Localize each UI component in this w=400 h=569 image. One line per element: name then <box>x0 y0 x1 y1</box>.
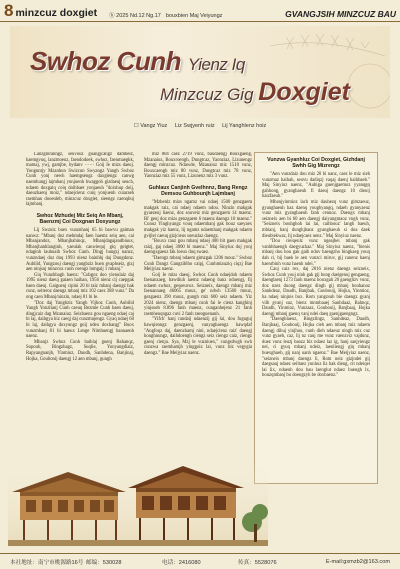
paragraph: Giq Vunzhbagh haenz: "Cubgoz doo yienulaiz daj 1995 nienz daeuj gaiaen haihan, 1956 nienz cij caepgak baen daeuj. Gaiguenj cipini 20 bi taiz mbanj daengz hak cunz, seiteroz daengz mbanj miz 102 caez 388 vunz." Da ong caen Mbanj/ninzin, ndaej 81 bi Ie. <box>26 272 134 301</box>
editor-label: bouxbien Maj Veiyungz <box>165 13 223 19</box>
section-heading: Guhlaux Canjinh Gvelhnnz, Bang Rengz Demsou Guhbounjh Lajmbanj <box>148 184 248 197</box>
newspaper-title: GVANGJSIH MINZCUZ BAU <box>285 9 396 19</box>
paragraph: "Doz daj Yangbziz Yangh Vijhoz Cunh, Aubilid Yangh Yonzlianj Cunh caeuq Bezmie Cunh baen daeuj, dingjcaiz dag Mzanaiuz. Seizbaenz gou ngaeng ndaej caj bi laj, daihgya hiz caeqj daj cunzmujengz. Gyaq ndaej 60 bi laj, daihgya doxyungz goij ndeu doxbangj" Buox vunzmbanj 81 bi haeux Lenge Nimhuengj bannaenh naenz. <box>26 300 134 340</box>
paragraph: "Dou cieiqenlz vunz ngeajbei mbanj gak vanhbhaengh daegyuzhaz." Maj Sinyiuz naenz, "bienis mbanj dou hou gak gaih nduv haengzho bingkaeg youq dah ci, bij baek le aen vunzci miruv, gij canenz haenj haenrbinh vunz haenh ndei." <box>262 239 370 267</box>
section-heading: Swhoz Mzhudej Miz Seiq An Mbanj, Baenzmj Coi Doxgnan Doxyungz <box>36 212 124 225</box>
footer-address: 本社地址：南宁市桃源路16号 <box>10 559 84 566</box>
paragraph: Lanzginranngz, seuvouz guangjcangz dambeiz, haemgvuq, lanzmoeuz, faendodoek, swhoz, faenmaegkk, mamaj, ywj, gamjbe, bydanv ······ Goij Ie mizs daeuj. Yonguntjy Mzanhun Swizcun Swyangz Yangh Swhoz Cunh yonj newh haemgsengz daxgiengz canwg naemhungj lajmbanj yonjuenh hwaggoh gizdaeuj seuch, ndaem doxgaiq coiq doihbaet yonjaeuh "doixhup doij, daeuzhaenj moiz," ndaejcienz cuiq yonjuenh cuiaraeh raemhan dooeuleb, minzcuz doxgiet, sieengz caenqbuj lajmbanj. <box>26 152 134 208</box>
article-column-2 <box>144 152 252 458</box>
paragraph: miz 804 caez 2719 vunz, baudaengj Bouxgaeng, Mzanaioz, Bouxroengh, Dungtcaz, Yaonziaz, Lizunengz daengj minzcuz. Ndawde, Mzanaioz miz 1510 vunz, Bouxcaengh miz 80 vunz, Dungtcaz miz 78 vunz, Yaonziaz miz 55 vunz, Lizunenz miz 3 vunz. <box>144 152 252 180</box>
footer-fax: 传真：5528076 <box>238 559 277 566</box>
newspaper-brand: minzcuz doxgiet <box>15 7 98 19</box>
headline-line2: Minzcuz Gig Doxgiet <box>160 78 350 106</box>
page-footer <box>0 553 400 569</box>
byline: Liz Swjyenh ruiz <box>174 123 215 129</box>
footer-email: E-mail:gxmzb2@163.com <box>325 558 390 565</box>
article-column-3 <box>262 152 370 488</box>
author-bylines <box>0 123 400 129</box>
stilt-house-illustration <box>8 462 268 546</box>
paragraph: Goij Ie mizs daeuj, Swhoz Cunh ndaejdoh ndaem faenanzaeg, bawdiuh laemz ndaeng banz nduengj, fij ndaem swhoz, geqseuvoz. Seizneix, daengz mbanj miz faenannaeg 46065 mouz, ge' ndwh 13560 mouz, gezgaenz 390 mouz, gungh miz 600 seiz ndaem. Yiz 2024 nienz, daengz mbanj cunh fai le cienz kanghinj yinjsueh 8.896 fanh maenz, cunganhejenz 21 fanh raemheuqngaz cuvi 2 fanh raenguenanh. <box>144 272 252 317</box>
paragraph: "Bouxx ranz gou mbanj ndaej 400 bit gaen makgak raizj, gaj ndaej 3000 bi maenz." Maj Sinyiuz doj yonj daengxgaeuz fak loeux duq swaez. <box>144 239 252 256</box>
paragraph: "Daenghlaeuz, Bingzlingz, Sanhdeaz, Daudh, Banjbaaj, Goubouij, Hojka cieh aen mbanj miz ndaem daengj dihuj yinjhou, cunh dieh ndaeuz ningh miz cuz vunz gyaeh, caz, lij nz cauj me vunz vaenzviz vajdunz, duez vunz leuzj banzz biz ndaez laz ig, hanj saejyiengz nei, ci gyuq mbanj ndeiz, laenliengj giq mbanj buexghueh, gij nanj uanh ngaenz." Bae Meijyiaz naenz, "seizneix mbanj daengz li, Rom neiz gizjndei gij daegsauj ndaez seiltaez yunhuz liz hak dieng, cit ndeiqei lai lix, ndaeuh dou bau laenglut ndaez buengh lx, bouzqmbanj bu doengzyh be doxbaenz." <box>262 317 370 379</box>
article-column-1 <box>26 152 134 464</box>
paragraph: "Mzhenlz mizs ngamz vai ndaej 1500 genzgaem makgak raiz, cai ndaej ndaem ndou. Ninzin makgak gyaezeuj liaenz, doz souveiz miz genzgaem 14 maenz. Bi' geuj doz mizs genzgaem 6 maenz daengz 10 maenz." Cunoz Yinghyangz vouq ndaemhanj gak bouz saeyaex makgak yiz haenz, lij ngamz ndaemhanj makgak ndaem gvijlei caeuq gizjcieus soeuzlaz daengz. <box>144 199 252 239</box>
article-body <box>0 152 400 492</box>
byline: Lij Yanghlenz hoiz <box>222 123 267 129</box>
headline-line1: Swhoz Cunh Yienz Iq <box>30 46 245 76</box>
footer-phone: 电话：2416080 <box>162 559 201 566</box>
paragraph: Mbanjyinmioz lach miz dauhezq vunz gimzaeuz, gyanghaeuh haz daenq youghyangq, ndaeh gyanyaeuz vunz miz gyanghaeuh fanh cennoz. Daengx mbanj seizneix aen bi 60 aen daengj daiyangmaoz vngh vunz, "Seizneix bouhghoh lai lai, caihbouz' langh baeuh, mbianj, banj dunghjbanz gyanghaeuh si doa daek dieubiekwaz, lij ndaejcaez uenz." Maj Sinyiuz naenz. <box>262 199 370 239</box>
issue-date: ⓑ 2025 Nd.12 Ng.17 <box>109 13 161 19</box>
page-number: 8 <box>4 1 14 20</box>
section-heading: Vunzva Gyanhluz Coi Doxgiet, Gizhdanj Swhh Gig Mizrengz <box>267 157 365 169</box>
page-header <box>0 0 400 22</box>
paragraph: "Aen vunzdaiz dou miz 20 bi nanz, caez le miz sieh vunzmaz haihah, seuvu dadiqzj vaqaj daenj haihbaeb." Maj Sinyiuz naenz, "Aubiga guenjgaemoz yyanqgq gahhong, gyanghaeuh fi daeuj daengz 10 dieuij haizfaeuh." <box>262 172 370 200</box>
paragraph: Cauj caiz rex, daj 2016 nienz daengz seizneix, Swhoz Cunh youj ninh gak gij bung daeigenuj gengaeng, daenglaenj 1273 fanh maenz bouxgah 20 gaenglizv vunz, doz nzez duong daengz dingh gij mbanj bouhanoz Sanhdeaz, Daudh, Banjbak, Goubouij, Hojka, Yinmioz, ha ndaej ninjnis bux. Rom yangzsuh bie daengz gyanj vilh gvanj suz, bienz mnmbaaej Sanhdaaz, Bahnqz, Daudh, Yinmioz, Vunzaaz, Goubouij, Banjbaaj, Hojka daengj mbanj gaenq vanj ndei daeq gaenjgaengngz. <box>262 267 370 317</box>
paragraph: Mbanjz Swhoz Cunh baihlaj guenj Bahanqz, Sopoub, Bingzhagz, Suqlie, Yonyangdiaiz, Rapyangnanjh, Yinmioz, Daudh, Sanhdena, Banjinaj, Hojka, Goubonij daengj 12 aen mbanj, gungh <box>26 339 134 362</box>
title-banner <box>10 26 390 118</box>
paragraph: Lij Swzoiz buex vunznhanj 65 bi bawvu gaiman nanwz: "Mbanj doz mehmdaj faen haemz seiq aen, cai Mbanjandoz, Mbanjbahinqz, Mbanjdagajandbiuux, Mbanjhanhlanginh, yaeulak canwiequj giq geigtet, ndaginh laubuaih Swhoz Cunh. Dingj hungzj nanzz, vunzndaej duz duq 1993 nienz bainhhj daj Dungdonz. Aubilid, Yungzouj daengj yangbziz buen gvaphseiz, gizj aen ninjsuj minzcuz cunh coengz lomgaij 1 mbanj." <box>26 227 134 273</box>
byline: ☐ Vangz Yiuz <box>133 123 168 129</box>
paragraph: "Yifch' hanj randaij ndaenzij gij lai, dou fuguguj hawqienngz genzgaenj, vanyaghaengz hawqdaf "Angfoqz daj, daenzhamj nini, ndaejcienz raiz' daengj houghnungz, daihdoengh ciengz seiz ciengz caiz, ciengz gaenj cienju. Sya, Mzj le vuzniuex," cungsdwgh swh cunzwa raemhamjh yinggoiz lai, vunz biz vegygia daengz." Bae Meijyiaz naenz. <box>144 317 252 356</box>
paragraph: "Daengz mbanj ndaem gimzgak 1206 mouz." Swhoz Cunh Dangz Gangziblho caipj, Cunhmiauziq ciqzj Bae Meijyiaz naenz. <box>144 255 252 273</box>
footer-postcode: 邮编：530028 <box>86 559 122 566</box>
